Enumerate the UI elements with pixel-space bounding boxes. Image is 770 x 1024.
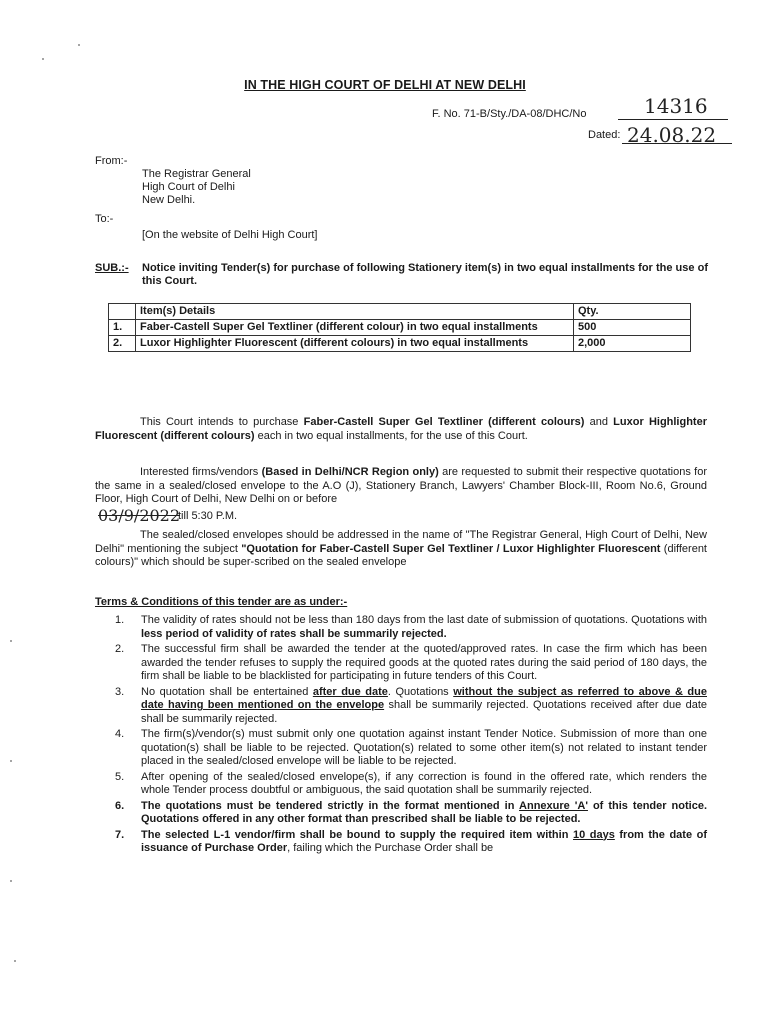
table-cell: Luxor Highlighter Fluorescent (different colours) in two equal installments [136, 336, 574, 352]
text-span: are requested to submit their respective quotations for the same in a sealed/closed envelope to the A.O (J), Stationery Branch, Lawyers' Chamber Block-III, Room No.6, Ground Floor, High Court of Delhi, New Delhi on or before [95, 466, 707, 505]
list-number: 4. [115, 728, 125, 740]
table-cell: Faber-Castell Super Gel Textliner (different colour) in two equal installments [136, 320, 574, 336]
due-date-handwritten: 03/9/2022 [98, 506, 181, 525]
text-span: The successful firm shall be awarded the tender at the quoted/approved rates. In case the firm which has been awarded the tender refuses to supply the required goods at the quoted rates during the said period of 180 days, the firm shall be liable to be blacklisted for participating in future tenders of this Court. [141, 643, 707, 682]
due-time-text: till 5:30 P.M. [178, 510, 238, 522]
table-header-row [109, 304, 691, 320]
table-row [109, 336, 691, 352]
paragraph-envelope [95, 529, 707, 570]
text-span: 10 days [572, 828, 615, 841]
from-label: From:- [95, 155, 128, 167]
list-number: 2. [115, 643, 125, 655]
text-span: This Court intends to purchase [140, 416, 304, 428]
dated-label: Dated: [588, 129, 621, 141]
list-item [95, 728, 707, 769]
table-cell: 1. [109, 320, 136, 336]
text-span: "Quotation for Faber-Castell Super Gel Textliner / Luxor Highlighter Fluorescent [241, 542, 661, 555]
list-item [95, 643, 707, 684]
scan-speck [10, 640, 12, 642]
list-number: 6. [115, 799, 125, 812]
list-item [95, 771, 707, 798]
scan-speck [42, 58, 44, 60]
to-label: To:- [95, 213, 114, 225]
text-span: Interested firms/vendors [140, 466, 262, 478]
text-span: The firm(s)/vendor(s) must submit only one quotation against instant Tender Notice. Submission of more than one quotation(s) shall be liable to be rejected. Quotation(s) related to some other item(s) not related to instant tender placed in the sealed/closed envelope will be liable to be rejected. [141, 728, 707, 767]
scan-speck [10, 760, 12, 762]
table-cell: 2,000 [574, 336, 691, 352]
table-cell: 2. [109, 336, 136, 352]
list-item [95, 614, 707, 641]
text-span: The selected L-1 vendor/firm shall be bound to supply the required item within [141, 828, 573, 841]
table-cell: 500 [574, 320, 691, 336]
table-header-cell: Qty. [574, 304, 691, 320]
table-row [109, 320, 691, 336]
text-span: Annexure 'A' [519, 799, 588, 812]
text-span: of this tender notice. Quotations offered in any other format than prescribed shall be liable to be rejected. [141, 799, 708, 825]
text-span: Luxor Highlighter Fluorescent (different colours) [95, 416, 707, 442]
text-span: (different colours)" which should be super-scribed on the sealed envelope [95, 542, 707, 568]
list-number: 3. [115, 685, 125, 698]
terms-heading: Terms & Conditions of this tender are as under:- [95, 596, 348, 608]
text-span: The sealed/closed envelopes should be addressed in the name of "The Registrar General, High Court of Delhi, New Delhi" mentioning the subject [95, 529, 707, 555]
file-number-line [618, 119, 728, 120]
from-address [142, 168, 251, 207]
text-span: and [584, 416, 614, 428]
court-title: IN THE HIGH COURT OF DELHI AT NEW DELHI [244, 78, 526, 92]
list-number: 1. [115, 614, 125, 626]
text-span: less period of validity of rates shall be summarily rejected. [141, 627, 447, 640]
list-item [95, 686, 707, 727]
text-span: after due date [312, 685, 388, 698]
from-address-line: The Registrar General [142, 168, 251, 180]
text-span: The validity of rates should not be less than 180 days from the last date of submission of quotations. Quotations with [141, 614, 707, 626]
list-item [95, 800, 707, 827]
text-span: The quotations must be tendered strictly in the format mentioned in [141, 799, 520, 812]
from-address-line: New Delhi. [142, 194, 196, 206]
text-span: each in two equal installments, for the use of this Court. [254, 429, 528, 442]
text-span: (Based in Delhi/NCR Region only) [261, 466, 439, 478]
text-span: from the date of issuance of Purchase Order [141, 828, 707, 854]
subject-label: SUB.:- [95, 262, 129, 274]
items-table [108, 303, 691, 352]
scan-speck [14, 960, 16, 962]
text-span: without the subject as referred to above & due date having been mentioned on the envelope [141, 685, 707, 711]
text-span: , failing which the Purchase Order shall be [287, 842, 494, 854]
table-header-cell [109, 304, 136, 320]
to-text: [On the website of Delhi High Court] [142, 229, 318, 241]
table-header-cell: Item(s) Details [136, 304, 574, 320]
dated-handwritten: 24.08.22 [627, 123, 717, 147]
list-number: 5. [115, 770, 125, 783]
terms-list [95, 614, 707, 858]
text-span: . Quotations [387, 685, 454, 698]
file-number-handwritten: 14316 [644, 94, 708, 118]
list-item [95, 829, 707, 856]
text-span: Faber-Castell Super Gel Textliner (different colours) [303, 416, 585, 428]
from-address-line: High Court of Delhi [142, 181, 235, 193]
paragraph-submission [95, 466, 707, 507]
text-span: After opening of the sealed/closed envelope(s), if any correction is found in the offered rate, which renders the whole Tender process doubtful or ambiguous, the said quotation shall be summarily rejected. [141, 770, 707, 796]
paragraph-intent [95, 416, 707, 443]
file-number-label: F. No. 71-B/Sty./DA-08/DHC/No [432, 108, 587, 120]
scan-speck [10, 880, 12, 882]
text-span: No quotation shall be entertained [141, 685, 313, 698]
subject-text: Notice inviting Tender(s) for purchase of following Stationery item(s) in two equal installments for the use of this Court. [142, 262, 708, 287]
scan-speck [78, 44, 80, 46]
text-span: shall be summarily rejected. Quotations received after due date shall be summarily rejected. [141, 699, 707, 725]
list-number: 7. [115, 828, 125, 841]
